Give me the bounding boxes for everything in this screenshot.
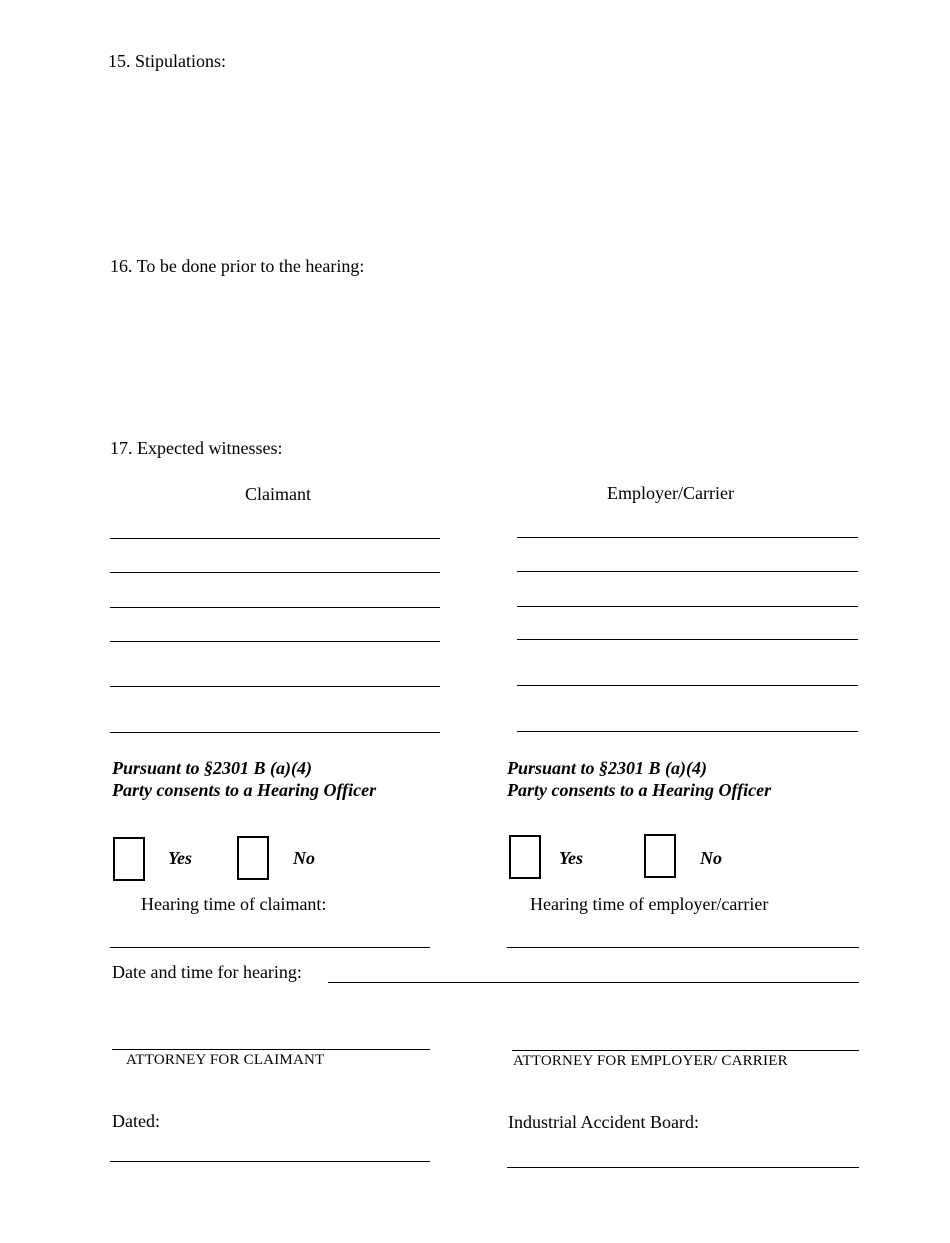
employer-consent-text: Party consents to a Hearing Officer <box>507 780 772 800</box>
dated-label: Dated: <box>112 1111 160 1131</box>
industrial-accident-board-line[interactable] <box>507 1167 859 1168</box>
employer-witness-line-6[interactable] <box>517 731 858 732</box>
claimant-hearing-time-label: Hearing time of claimant: <box>141 894 327 914</box>
industrial-accident-board-label: Industrial Accident Board: <box>508 1112 699 1132</box>
claimant-yes-label: Yes <box>168 848 192 868</box>
claimant-attorney-signature-line[interactable] <box>112 1049 430 1050</box>
employer-column-header: Employer/Carrier <box>607 483 734 503</box>
employer-no-label: No <box>700 848 722 868</box>
claimant-consent-text: Party consents to a Hearing Officer <box>112 780 377 800</box>
prior-to-hearing-heading: 16. To be done prior to the hearing: <box>110 256 365 276</box>
dated-line[interactable] <box>110 1161 430 1162</box>
claimant-column-header: Claimant <box>245 484 311 504</box>
employer-yes-checkbox[interactable] <box>509 835 541 879</box>
claimant-witness-line-4[interactable] <box>110 641 440 642</box>
claimant-hearing-time-line[interactable] <box>110 947 430 948</box>
claimant-witness-line-2[interactable] <box>110 572 440 573</box>
claimant-no-label: No <box>293 848 315 868</box>
hearing-date-time-label: Date and time for hearing: <box>112 962 302 982</box>
claimant-witness-line-1[interactable] <box>110 538 440 539</box>
employer-attorney-signature-line[interactable] <box>512 1050 859 1051</box>
claimant-no-checkbox[interactable] <box>237 836 269 880</box>
claimant-attorney-label: ATTORNEY FOR CLAIMANT <box>126 1052 325 1068</box>
employer-witness-line-4[interactable] <box>517 639 858 640</box>
employer-witness-line-5[interactable] <box>517 685 858 686</box>
claimant-witness-line-3[interactable] <box>110 607 440 608</box>
employer-hearing-time-line[interactable] <box>507 947 859 948</box>
claimant-witness-line-6[interactable] <box>110 732 440 733</box>
employer-hearing-time-label: Hearing time of employer/carrier <box>530 894 769 914</box>
claimant-pursuant-text: Pursuant to §2301 B (a)(4) <box>112 758 313 778</box>
claimant-yes-checkbox[interactable] <box>113 837 145 881</box>
claimant-witness-line-5[interactable] <box>110 686 440 687</box>
stipulations-heading: 15. Stipulations: <box>108 51 227 71</box>
employer-witness-line-3[interactable] <box>517 606 858 607</box>
employer-yes-label: Yes <box>559 848 583 868</box>
employer-no-checkbox[interactable] <box>644 834 676 878</box>
expected-witnesses-heading: 17. Expected witnesses: <box>110 438 283 458</box>
employer-witness-line-1[interactable] <box>517 537 858 538</box>
hearing-date-time-line[interactable] <box>328 982 859 983</box>
employer-attorney-label: ATTORNEY FOR EMPLOYER/ CARRIER <box>513 1053 788 1069</box>
employer-pursuant-text: Pursuant to §2301 B (a)(4) <box>507 758 708 778</box>
employer-witness-line-2[interactable] <box>517 571 858 572</box>
